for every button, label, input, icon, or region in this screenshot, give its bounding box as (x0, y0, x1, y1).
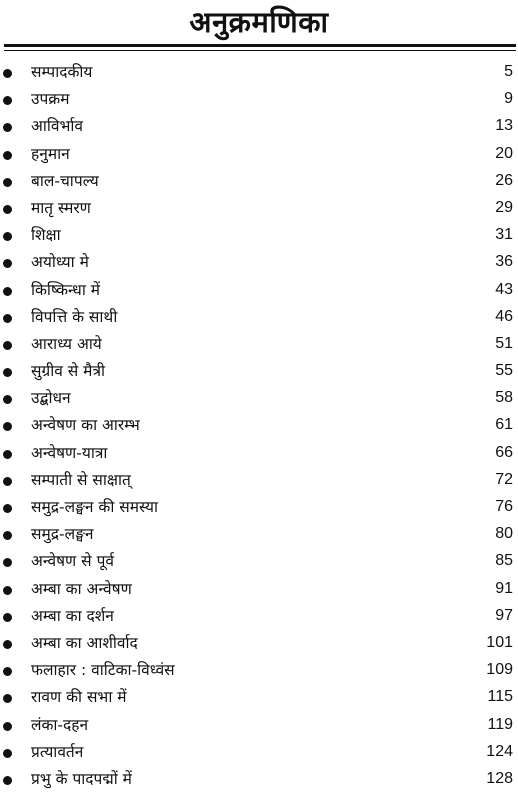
toc-entry-page: 13 (495, 117, 513, 135)
toc-entry (0, 657, 518, 684)
toc-entry-page: 5 (504, 63, 513, 80)
toc-entry (0, 494, 518, 521)
toc-entry-page: 119 (487, 715, 513, 733)
bullet-icon (3, 205, 12, 214)
toc-entry-page: 101 (486, 633, 513, 651)
bullet-icon (3, 586, 12, 595)
toc-entry-page: 58 (495, 389, 513, 407)
toc-entry (0, 467, 518, 494)
toc-entry-page: 85 (495, 552, 513, 570)
bullet-icon (3, 151, 12, 160)
toc-entry (0, 712, 518, 739)
toc-entry-title: अन्वेषण से पूर्व (31, 552, 115, 571)
toc-entry (0, 222, 518, 249)
toc-entry-title: समुद्र-लङ्घन (31, 525, 94, 544)
toc-entry-page: 26 (495, 171, 513, 189)
toc-entry-page: 109 (486, 661, 513, 679)
toc-entry-page: 97 (495, 606, 513, 624)
toc-entry-page: 9 (504, 90, 513, 108)
bullet-icon (3, 123, 12, 132)
toc-entry-page: 43 (495, 280, 513, 298)
bullet-icon (3, 422, 12, 431)
toc-entry-title: आराध्य आये (31, 334, 102, 353)
toc-entry-page: 72 (495, 470, 513, 488)
bullet-icon (3, 477, 12, 486)
toc-entry-title: फलाहार : वाटिका-विध्वंस (31, 661, 175, 680)
toc-entry-title: अम्बा का दर्शन (31, 606, 114, 625)
toc-entry-page: 80 (495, 525, 513, 543)
title-rule-thick (4, 44, 516, 47)
toc-entry-title: उद्बोधन (31, 389, 71, 408)
toc-entry (0, 277, 518, 304)
toc-entry-page: 36 (495, 253, 513, 271)
toc-entry-title: सम्पादकीय (31, 63, 93, 81)
toc-entry-page: 124 (486, 742, 513, 760)
toc-entry (0, 739, 518, 766)
toc-entry-page: 61 (495, 416, 513, 434)
page-title: अनुक्रमणिका (189, 5, 329, 39)
toc-entry (0, 86, 518, 113)
toc-entry-page: 66 (495, 443, 513, 461)
toc-entry-page: 115 (487, 688, 513, 706)
toc-entry-page: 128 (486, 769, 513, 787)
toc-entry (0, 113, 518, 140)
toc-entry-title: किष्किन्धा में (31, 280, 101, 299)
toc-entry-page: 91 (495, 579, 513, 597)
toc-entry-title: मातृ स्मरण (31, 198, 91, 217)
bullet-icon (3, 232, 12, 241)
toc-entry (0, 59, 518, 86)
bullet-icon (3, 368, 12, 377)
bullet-icon (3, 450, 12, 459)
toc-entry-title: अन्वेषण का आरम्भ (31, 416, 140, 435)
toc-entry-title: सुग्रीव से मैत्री (31, 362, 106, 381)
toc-entry-page: 29 (495, 198, 513, 216)
bullet-icon (3, 341, 12, 350)
toc-entry-title: शिक्षा (31, 226, 61, 245)
bullet-icon (3, 314, 12, 323)
toc-entry-title: समुद्र-लङ्घन की समस्या (31, 498, 159, 516)
toc-entry-title: अयोध्या मे (31, 253, 89, 272)
bullet-icon (3, 749, 12, 758)
toc-entry (0, 630, 518, 657)
toc-entry-title: लंका-दहन (31, 715, 89, 734)
bullet-icon (3, 640, 12, 649)
bullet-icon (3, 776, 12, 785)
toc-entry (0, 141, 518, 168)
toc-entry (0, 168, 518, 195)
toc-entry (0, 766, 518, 793)
toc-entry (0, 358, 518, 385)
toc-entry (0, 576, 518, 603)
toc-entry (0, 412, 518, 439)
toc-entry-title: अन्वेषण-यात्रा (31, 443, 108, 462)
bullet-icon (3, 531, 12, 540)
title-rule-thin (4, 50, 516, 51)
toc-entry (0, 684, 518, 711)
bullet-icon (3, 96, 12, 105)
toc-entry-title: अम्बा का अन्वेषण (31, 579, 132, 598)
toc-entry (0, 249, 518, 276)
bullet-icon (3, 558, 12, 567)
bullet-icon (3, 667, 12, 676)
bullet-icon (3, 722, 12, 731)
bullet-icon (3, 69, 12, 78)
toc-entry-title: अम्बा का आशीर्वाद (31, 633, 138, 652)
toc-entry-title: आविर्भाव (31, 117, 84, 136)
bullet-icon (3, 259, 12, 268)
bullet-icon (3, 504, 12, 513)
toc-entry (0, 603, 518, 630)
toc-entry (0, 548, 518, 575)
toc-entry-title: बाल-चापल्य (31, 171, 99, 190)
bullet-icon (3, 395, 12, 404)
toc-entry-title: सम्पाती से साक्षात् (31, 470, 131, 489)
toc-entry-title: उपक्रम (31, 90, 70, 109)
toc-entry (0, 331, 518, 358)
bullet-icon (3, 178, 12, 187)
toc-entry-title: रावण की सभा में (31, 688, 127, 707)
toc-entry-page: 55 (495, 362, 513, 380)
toc-entry-page: 31 (495, 226, 513, 244)
toc-entry (0, 195, 518, 222)
toc-entry (0, 385, 518, 412)
toc-entry-page: 20 (495, 144, 513, 162)
toc-entry-page: 46 (495, 307, 513, 325)
toc-entry (0, 521, 518, 548)
toc-entry-title: प्रत्यावर्तन (31, 742, 84, 761)
bullet-icon (3, 694, 12, 703)
toc-entry (0, 440, 518, 467)
toc-entry-page: 51 (495, 334, 513, 352)
toc-entry-title: हनुमान (31, 144, 70, 163)
toc-list (0, 59, 518, 793)
toc-entry (0, 304, 518, 331)
bullet-icon (3, 613, 12, 622)
bullet-icon (3, 287, 12, 296)
toc-entry-page: 76 (495, 498, 513, 515)
toc-entry-title: विपत्ति के साथी (31, 307, 118, 326)
toc-entry-title: प्रभु के पादपद्मों में (31, 769, 132, 788)
